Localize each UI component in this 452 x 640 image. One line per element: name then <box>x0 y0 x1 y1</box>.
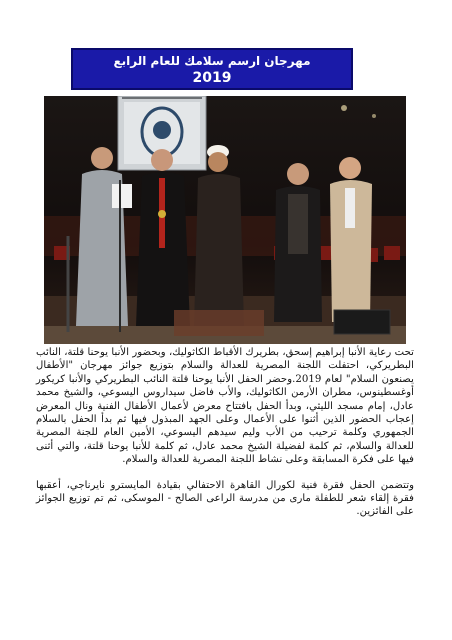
page-title-box <box>71 48 353 90</box>
article-paragraph-2: وتتضمن الحفل فقرة فنية لكورال القاهرة الاحتفالي بقيادة المايسترو نايرناجي، أعقبها فقرة إلقاء شعر للطفلة مارى من مدرسة الراعى الصالح - الموسكى، ثم تم توزيع الجوائز على الفائزين. <box>36 479 414 518</box>
page-title: مهرجان ارسم سلامك للعام الرابع <box>113 54 311 68</box>
article-body <box>36 346 414 519</box>
page-title-year: 2019 <box>192 70 232 86</box>
event-photo <box>44 96 406 344</box>
person-2 <box>136 149 190 326</box>
article-paragraph-1: تحت رعاية الأنبا إبراهيم إسحق، بطريرك الأقباط الكاثوليك، وبحضور الأنبا يوحنا قلتة، النائب البطريركي، احتفلت اللجنة المصرية للعدالة والسلام بتوزيع جوائز مهرجان "الأطفال يصنعون السلام" لعام 2019.وحضر الحفل الأنبا يوحنا قلتة النائب البطريركي والأنبا كريكور أوغسطينوس، مطران الأرمن الكاثوليك، والأب فاضل سيداروس اليسوعي، والشيخ محمد عادل، إمام مسجد الليثي، وبدأ الحفل بافتتاح معرض لأعمال الأطفال الفنية ونال المعرض إعجاب الحضور الذين أثنوا على الأعمال وعلى الجهد المبذول فيها ثم بدأ الحفل بالسلام الجمهوري وكلمة ترحيب من الأب وليم سيدهم اليسوعي، الأمين العام للجنة المصرية للعدالة والسلام، ثم كلمة لفضيلة الشيخ محمد عادل، ثم كلمة للأنبا يوحنا قلتة، والتي أثنى فيها على فكرة المسابقة وعلى نشاط اللجنة المصرية للعدالة والسلام. <box>36 347 414 466</box>
